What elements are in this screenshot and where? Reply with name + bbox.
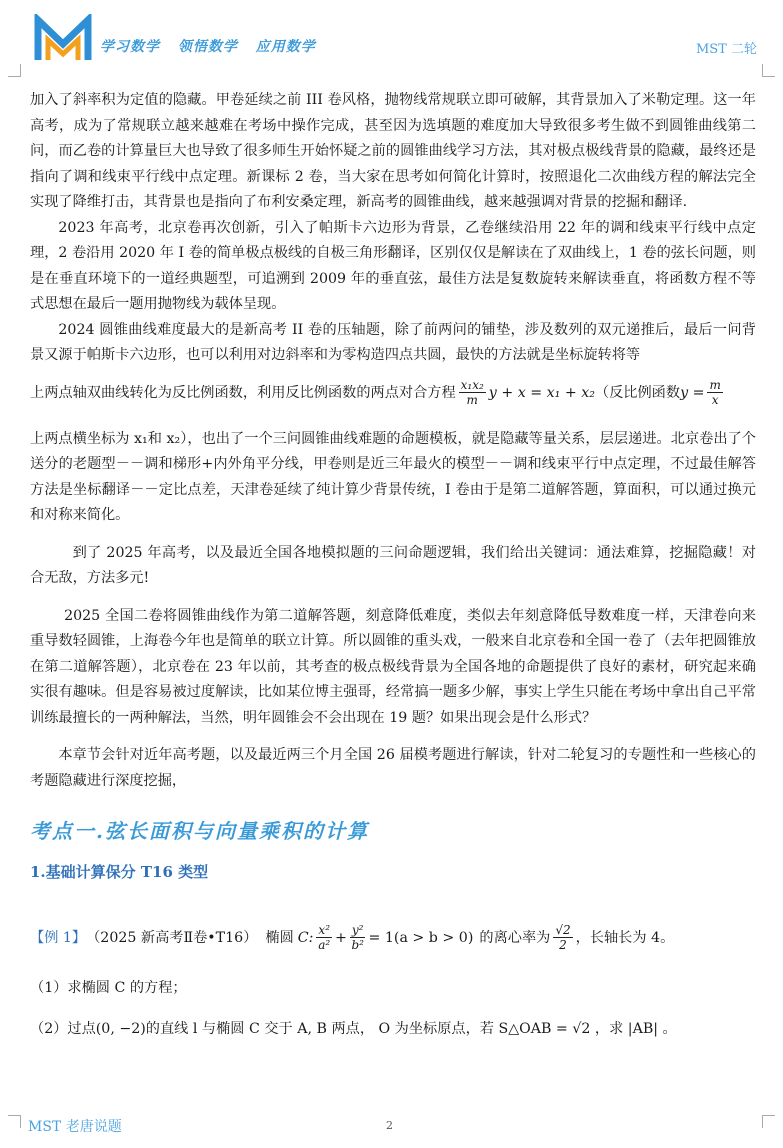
question-1: （1）求椭圆 C 的方程； [30,979,187,996]
fraction-denominator: b² [351,938,364,952]
crop-mark [8,1115,21,1128]
fraction-numerator: x₁x₂ [460,378,484,392]
fraction-denominator: a² [318,938,331,952]
ellipse-y-term [350,923,366,952]
question-2: （2）过点(0, −2)的直线 l 与椭圆 C 交于 A, B 两点， O 为坐标原点，若 S△OAB = √2 ，求 |AB| 。 [30,1021,677,1037]
document-body [30,88,756,1043]
paragraph-4: 到了 2025 年高考，以及最近全国各地模拟题的三问命题逻辑，我们给出关键词：通法难算，挖掘隐藏！对合无敌，方法多元! [30,544,756,586]
paragraph-3: 2024 圆锥曲线难度最大的是新高考 II 卷的压轴题，除了前两问的铺垫，涉及数列的双元递推后，最后一问背景又源于帕斯卡六边形，也可以利用对边斜率和为零构造四点共圆，最快的方法就是坐标旋转将等 [30,321,756,363]
section-title: 考点一.弦长面积与向量乘积的计算 [30,819,369,843]
mst-logo [34,14,92,64]
formula-line-text: 上两点轴双曲线转化为反比例函数，利用反比例函数的两点对合方程 [30,384,456,401]
fraction-numerator: y² [351,923,364,937]
crop-mark [762,64,775,77]
fraction-denominator: m [466,393,478,407]
example-source: （2025 新高考Ⅱ卷•T16） [86,929,258,946]
header-series: MST 二轮 [695,42,757,57]
paragraph-3b: 上两点横坐标为 x₁和 x₂），也出了一个三问圆锥曲线难题的命题模板，就是隐藏等量关系，层层递进。北京卷出了个送分的老题型－－调和梯形+内外角平分线，甲卷则是近三年最火的模型－－调和线束平行中点定理，不过最佳解答方法是坐标翻译－－定比点差，天津卷延续了纯计算少背景传统，I 卷由于是第二道解答题，算面积，可以通过换元和对称来简化。 [30,430,756,523]
example-stem [30,916,756,960]
header-motto [100,36,328,56]
paragraph-6: 本章节会针对近年高考题，以及最近两三个月全国 26 届模考题进行解读，针对二轮复习的专题性和一些核心的考题隐藏进行深度挖掘， [30,747,756,789]
eccentricity-fraction [553,923,572,952]
fraction-numerator: √2 [555,923,571,937]
fraction-numerator: m [709,378,721,392]
motto-1: 学习数学 [100,39,160,55]
page-number: 2 [386,1119,393,1132]
sub-title: 1.基础计算保分 T16 类型 [30,863,209,881]
fraction-denominator: 2 [559,938,567,952]
crop-mark [762,1115,775,1128]
motto-2: 领悟数学 [177,39,238,55]
example-stem-mid: 的离心率为 [479,929,551,946]
ellipse-plus: + [335,929,347,946]
ellipse-rest: = 1(a > b > 0) [368,929,474,946]
ellipse-name: C: [297,929,314,946]
paragraph-5: 2025 全国二卷将圆锥曲线作为第二道解答题，刻意降低难度，类似去年刻意降低导数难度一样，天津卷向来重导数轻圆锥，上海卷今年也是简单的联立计算。所以圆锥的重头戏，一般来自北京卷和全国一卷了（去年把圆锥放在第二道解答题），北京卷在 23 年以前，其考查的极点极线背景为全国各地的命题提供了良好的素材，研究起来确实很有趣味。但是容易被过度解读，比如某位博主强哥，经常搞一题多少解，事实上学生只能在考场中拿出自己平常训练最擅长的一两种解法，当然，明年圆锥会不会出现在 19 题？如果出现会是什么形式？ [30,607,756,726]
formula-line-mid: （反比例函数 [594,384,681,401]
paragraph-1: 加入了斜率积为定值的隐藏。甲卷延续之前 III 卷风格，抛物线常规联立即可破解，其背景加入了米勒定理。这一年高考，成为了常规联立越来越难在考场中操作完成，甚至因为选填题的难度加大导致很多考生做不到圆锥曲线第二问，而乙卷的计算量巨大也导致了很多师生开始怀疑之前的圆锥曲线学习方法，其对极点极线背景的隐藏，最终还是指向了调和线束平行线中点定理。新课标 2 卷，当大家在思考如何简化计算时，按照退化二次曲线方程的解法完全实现了降维打击，其背景也是指向了布利安桑定理，新高考的圆锥曲线，越来越强调对背景的挖掘和翻译. [30,92,756,210]
pair-equation-rest: y + x = x₁ + x₂ [488,384,595,401]
motto-3: 应用数学 [255,39,316,55]
formula-line [30,371,756,415]
ellipse-x-term [316,923,332,952]
fraction-denominator: x [711,393,719,407]
fraction-numerator: x² [318,923,330,937]
pair-equation-fraction [459,378,486,407]
example-label: 【例 1】 [30,929,87,946]
footer-brand: MST 老唐说题 [28,1119,122,1135]
crop-mark [8,64,21,77]
example-stem-post: ，长轴长为 4。 [575,929,675,946]
inverse-function-fraction [707,378,722,407]
inverse-function-lhs: y = [680,384,705,401]
example-stem-pre: 椭圆 [265,929,294,946]
paragraph-2: 2023 年高考，北京卷再次创新，引入了帕斯卡六边形为背景，乙卷继续沿用 22 年的调和线束平行线中点定理，2 卷沿用 2020 年 I 卷的简单极点极线的自极三角形翻译，区别仅仅是解读在了双曲线上，1 卷的弦长问题，则是在垂直环境下的一道经典题型，可追溯到 2009 年的垂直弦，最佳方法是复数旋转来解读垂直，将函数方程不等式思想在最后一题用抛物线为载体呈现。 [30,219,756,312]
